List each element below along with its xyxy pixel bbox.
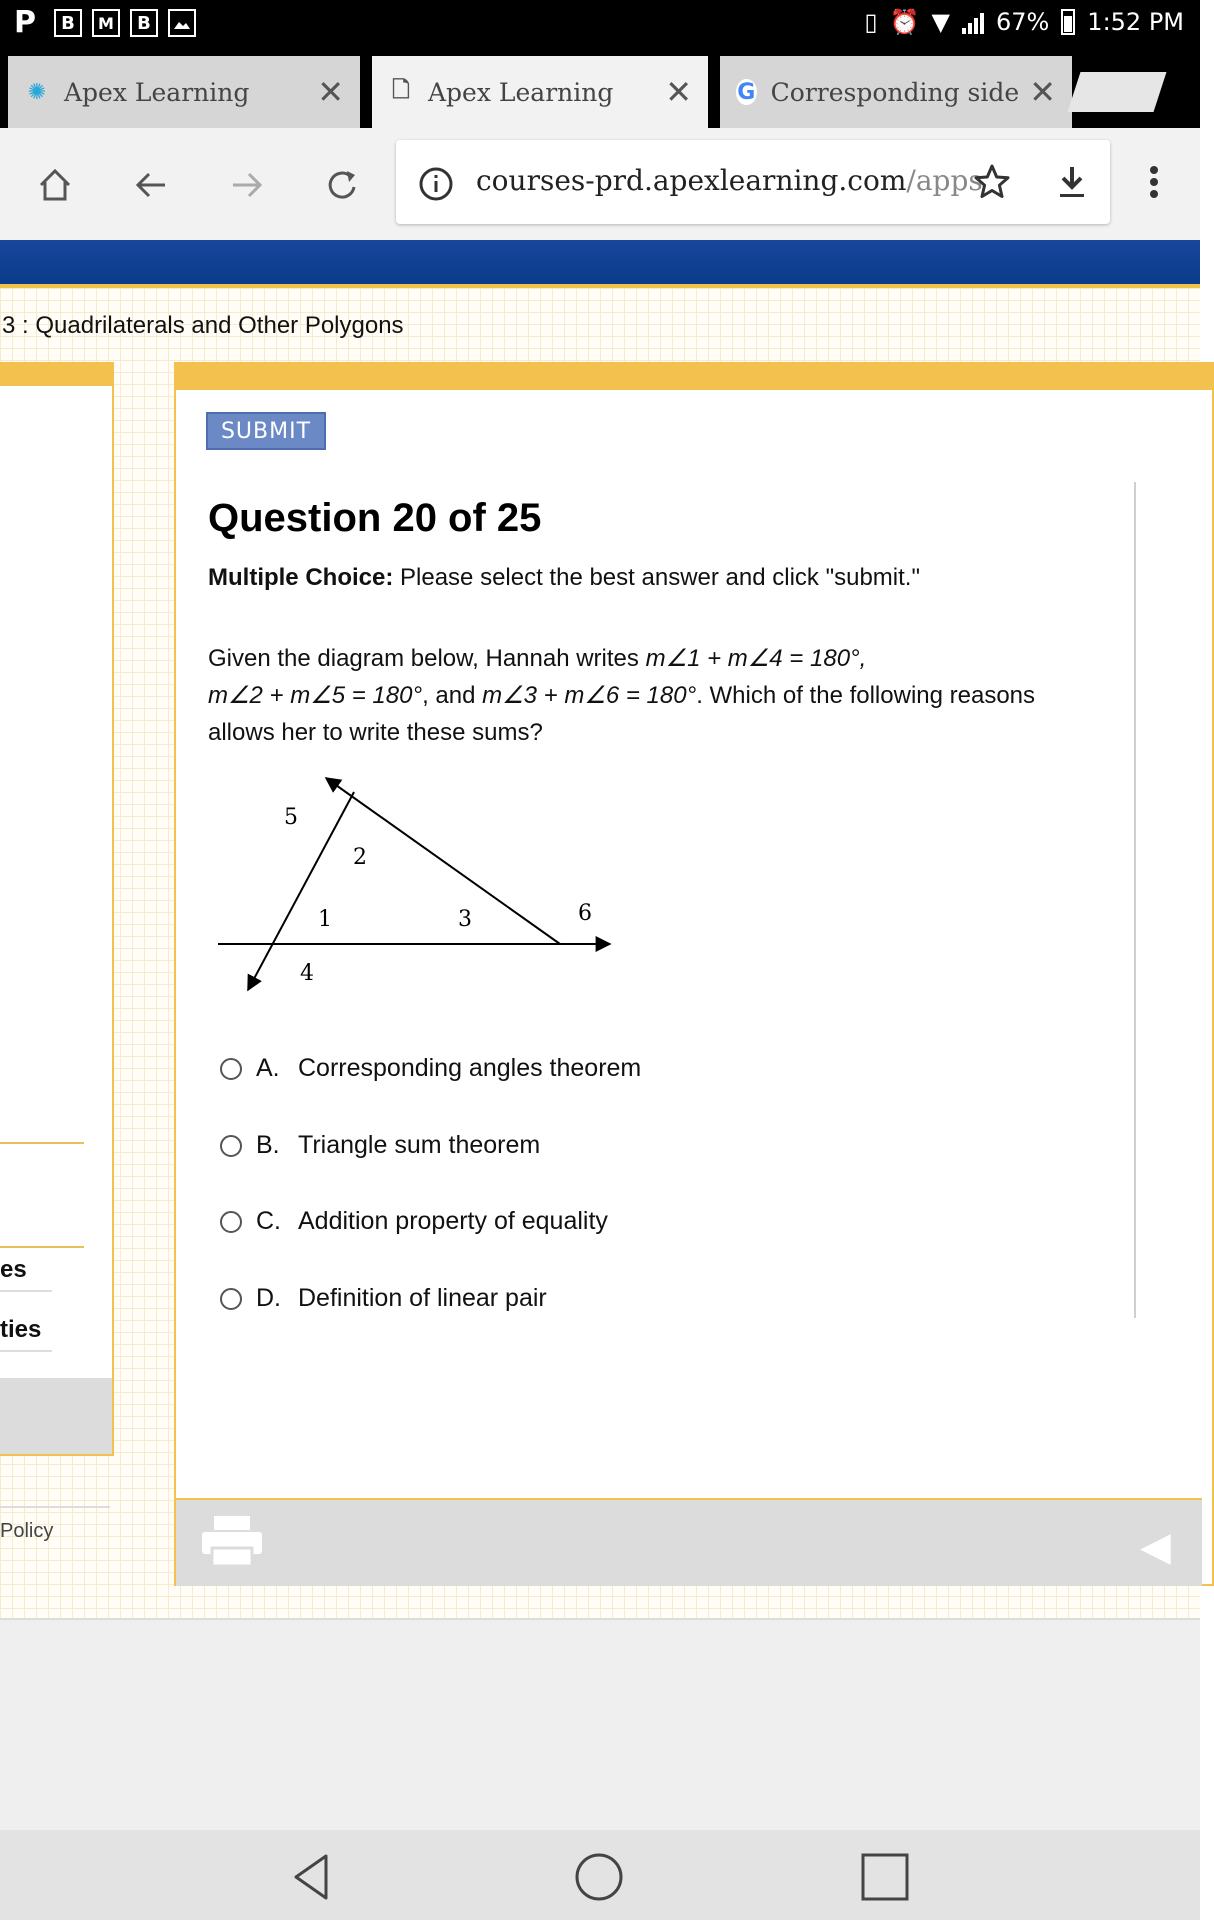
gmail-icon: M (92, 9, 120, 37)
new-tab-button[interactable] (1068, 72, 1167, 112)
radio-button[interactable] (220, 1211, 242, 1233)
nav-back-icon[interactable] (286, 1850, 340, 1904)
download-icon[interactable] (1052, 162, 1092, 207)
close-icon[interactable]: ✕ (317, 73, 344, 111)
angle-label-5: 5 (284, 805, 298, 830)
close-icon[interactable]: ✕ (665, 73, 692, 111)
url-text[interactable] (476, 164, 983, 197)
footer-divider (0, 1506, 110, 1508)
url-path: /apps (906, 164, 983, 197)
tab-title: Corresponding side (770, 77, 1020, 107)
tab-title: Apex Learning (64, 77, 250, 107)
signal-icon (962, 10, 984, 34)
stem-end: . Which of the following reasons allows her to write these sums? (208, 682, 1036, 746)
alarm-icon: ⏰ (889, 8, 920, 36)
tab-title: Apex Learning (428, 77, 614, 107)
home-icon[interactable] (30, 160, 80, 210)
breadcrumb: 3 : Quadrilaterals and Other Polygons (2, 312, 404, 339)
notification-icons (14, 5, 196, 40)
page-icon: 🗋 (392, 78, 410, 103)
left-panel-item[interactable]: es (0, 1256, 27, 1283)
choice-text: Corresponding angles theorem (298, 1054, 642, 1082)
nav-home-icon[interactable] (572, 1850, 626, 1904)
radio-button[interactable] (220, 1058, 242, 1080)
menu-icon[interactable] (1136, 162, 1172, 207)
tab-google[interactable] (720, 56, 1072, 128)
choice-letter: A. (256, 1054, 280, 1082)
page-bottom (0, 1618, 1200, 1832)
battery-icon (1061, 9, 1075, 35)
nav-recents-icon[interactable] (858, 1850, 912, 1904)
choice-text: Addition property of equality (298, 1207, 608, 1235)
choice-letter: B. (256, 1131, 280, 1159)
angle-label-3: 3 (458, 907, 472, 932)
instructions-text: Please select the best answer and click "submit." (400, 564, 920, 591)
choice-b[interactable] (220, 1131, 540, 1160)
b-icon: B (54, 9, 82, 37)
url-host: courses-prd.apexlearning.com (476, 164, 907, 197)
apex-icon: ✺ (27, 79, 47, 105)
site-header-bar (0, 240, 1200, 284)
choice-letter: C. (256, 1207, 281, 1235)
battery-percent: 67% (995, 8, 1050, 36)
radio-button[interactable] (220, 1288, 242, 1310)
close-icon[interactable]: ✕ (1029, 73, 1056, 111)
google-icon: G (737, 79, 756, 105)
left-panel-divider (0, 1350, 52, 1352)
question-title: Question 20 of 25 (208, 496, 542, 540)
submit-button[interactable]: SUBMIT (206, 412, 326, 450)
question-instructions (208, 564, 920, 592)
back-arrow-icon[interactable] (126, 160, 176, 210)
angle-label-2: 2 (353, 845, 367, 870)
angle-label-6: 6 (578, 901, 592, 926)
stem-intro: Given the diagram below, Hannah writes (208, 645, 639, 672)
info-icon[interactable] (418, 166, 454, 207)
radio-button[interactable] (220, 1135, 242, 1157)
star-icon[interactable] (972, 162, 1012, 207)
system-status (864, 8, 1184, 36)
choice-d[interactable] (220, 1284, 547, 1313)
equation-3: m∠3 + m∠6 = 180° (482, 682, 697, 709)
triangle-diagram (208, 764, 628, 1004)
content-divider (1134, 482, 1136, 1318)
choice-text: Triangle sum theorem (298, 1131, 541, 1159)
choice-a[interactable] (220, 1054, 641, 1083)
wifi-icon: ▼ (931, 8, 950, 36)
policy-link[interactable]: Policy (0, 1520, 54, 1542)
question-stem (208, 640, 1068, 751)
clock: 1:52 PM (1087, 8, 1184, 36)
equation-1: m∠1 + m∠4 = 180°, (645, 645, 867, 672)
image-icon (168, 9, 196, 37)
stem-and: , and (422, 682, 476, 709)
angle-label-1: 1 (318, 907, 332, 932)
left-panel-item[interactable]: ties (0, 1316, 42, 1343)
left-panel-footer (0, 1378, 112, 1454)
print-icon[interactable] (200, 1514, 264, 1568)
p-icon: P (14, 5, 36, 40)
reload-icon[interactable] (318, 160, 368, 210)
vibrate-icon: ▯ (864, 8, 878, 36)
b-icon: B (130, 9, 158, 37)
tab-apex-2[interactable] (372, 56, 708, 128)
left-panel-divider (0, 1246, 84, 1248)
previous-arrow-icon[interactable]: ◀ (1140, 1524, 1171, 1570)
question-footer-bar (176, 1498, 1202, 1586)
question-type: Multiple Choice: (208, 564, 394, 591)
forward-arrow-icon[interactable] (222, 160, 272, 210)
choice-c[interactable] (220, 1207, 608, 1236)
left-panel-divider (0, 1290, 52, 1292)
angle-label-4: 4 (300, 961, 314, 986)
left-panel-divider (0, 1142, 84, 1144)
choice-letter: D. (256, 1284, 281, 1312)
tab-apex-1[interactable] (8, 56, 360, 128)
equation-2: m∠2 + m∠5 = 180° (208, 682, 423, 709)
choice-text: Definition of linear pair (298, 1284, 547, 1312)
